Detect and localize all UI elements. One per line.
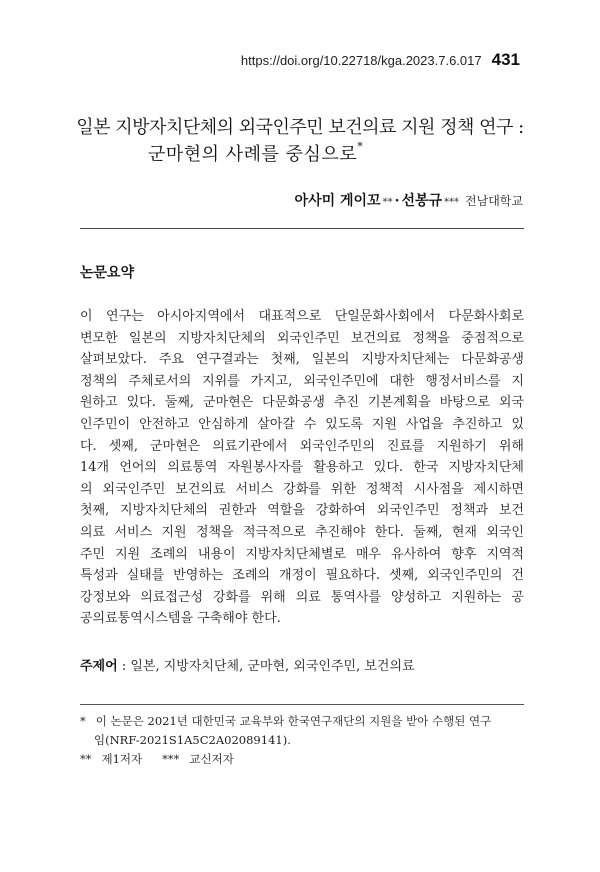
abstract-line: 공의료통역시스템을 구축해야 한다. bbox=[80, 611, 281, 627]
keywords-label: 주제어 bbox=[80, 658, 118, 673]
title-divider bbox=[80, 228, 524, 229]
subtitle-footnote-mark: * bbox=[357, 140, 364, 153]
footnote-3-text: 교신저자 bbox=[189, 752, 234, 766]
abstract-line: 첫째, 지방자치단체의 권한과 역할을 강화하여 외국인주민 정책과 보건 bbox=[80, 503, 524, 519]
author-line bbox=[295, 190, 523, 210]
abstract-line: 14개 언어의 의료통역 자원봉사자를 활용하고 있다. 한국 지방자치단체 bbox=[80, 460, 524, 476]
author-1: 아사미 게이꼬 bbox=[294, 193, 381, 209]
page-number: 431 bbox=[491, 50, 520, 69]
abstract-line: 원하고 있다. 둘째, 군마현은 다문화공생 추진 기본계획을 바탕으로 외국 bbox=[80, 395, 524, 411]
abstract-heading: 논문요약 bbox=[80, 264, 135, 280]
abstract-body bbox=[80, 306, 524, 630]
keywords bbox=[80, 655, 415, 674]
keywords-separator: : bbox=[117, 659, 131, 674]
affiliation: 전남대학교 bbox=[465, 194, 523, 208]
footnote-divider bbox=[80, 704, 524, 705]
keywords-text: 일본, 지방자치단체, 군마현, 외국인주민, 보건의료 bbox=[130, 659, 415, 674]
page-header bbox=[241, 50, 520, 70]
paper-subtitle bbox=[148, 140, 363, 166]
abstract-line: 변모한 일본의 지방자치단체의 외국인주민 보건의료 정책을 중점적으로 bbox=[80, 330, 524, 346]
abstract-line: 다. 셋째, 군마현은 의료기관에서 외국인주민의 진료를 지원하기 위해 bbox=[80, 438, 524, 454]
author-2: 선봉규 bbox=[401, 193, 443, 209]
footnote-1-cont: 임(NRF-2021S1A5C2A02089141). bbox=[94, 733, 291, 747]
doi-link[interactable]: https://doi.org/10.22718/kga.2023.7.6.017 bbox=[240, 53, 482, 68]
abstract-line: 정책의 주체로서의 지위를 가지고, 외국인주민에 대한 행정서비스를 지 bbox=[80, 373, 524, 389]
footnote-1-mark: * bbox=[80, 714, 86, 728]
abstract-line: 특성과 실태를 반영하는 조례의 개정이 필요하다. 셋째, 외국인주민의 건 bbox=[80, 568, 524, 584]
abstract-line: 의 외국인주민 보건의료 서비스 강화를 위한 정책적 시사점을 제시하면 bbox=[80, 481, 524, 497]
abstract-line: 인주민이 안전하고 안심하게 살아갈 수 있도록 지원 사업을 추진하고 있 bbox=[80, 416, 524, 432]
paper-title: 일본 지방자치단체의 외국인주민 보건의료 지원 정책 연구 : bbox=[76, 117, 524, 138]
abstract-line: 주민 지원 조례의 내용이 지방자치단체별로 매우 유사하여 향후 지역적 bbox=[80, 546, 524, 562]
author-separator: · bbox=[394, 193, 400, 209]
abstract-line: 의료 서비스 지원 정책을 적극적으로 추진해야 한다. 둘째, 현재 외국인 bbox=[80, 524, 524, 540]
footnote-1-text: 이 논문은 2021년 대한민국 교육부와 한국연구재단의 지원을 받아 수행된 연구 bbox=[95, 714, 492, 728]
footnotes bbox=[80, 712, 526, 769]
abstract-line: 이 연구는 아시아지역에서 대표적으로 단일문화사회에서 다문화사회로 bbox=[80, 309, 524, 324]
subtitle-text: 군마현의 사례를 중심으로 bbox=[148, 144, 358, 165]
footnote-2-mark: ** bbox=[80, 752, 92, 766]
footnote-2 bbox=[80, 750, 526, 769]
author-1-mark: ** bbox=[382, 197, 393, 208]
footnote-1 bbox=[80, 712, 526, 731]
abstract-line: 강정보와 의료접근성 강화를 위해 의료 통역사를 양성하고 지원하는 공 bbox=[80, 589, 524, 605]
footnote-3-mark: *** bbox=[162, 752, 180, 766]
footnote-2-text: 제1저자 bbox=[101, 752, 143, 766]
author-2-mark: *** bbox=[444, 197, 460, 208]
abstract-line: 살펴보았다. 주요 연구결과는 첫째, 일본의 지방자치단체는 다문화공생 bbox=[80, 352, 524, 368]
